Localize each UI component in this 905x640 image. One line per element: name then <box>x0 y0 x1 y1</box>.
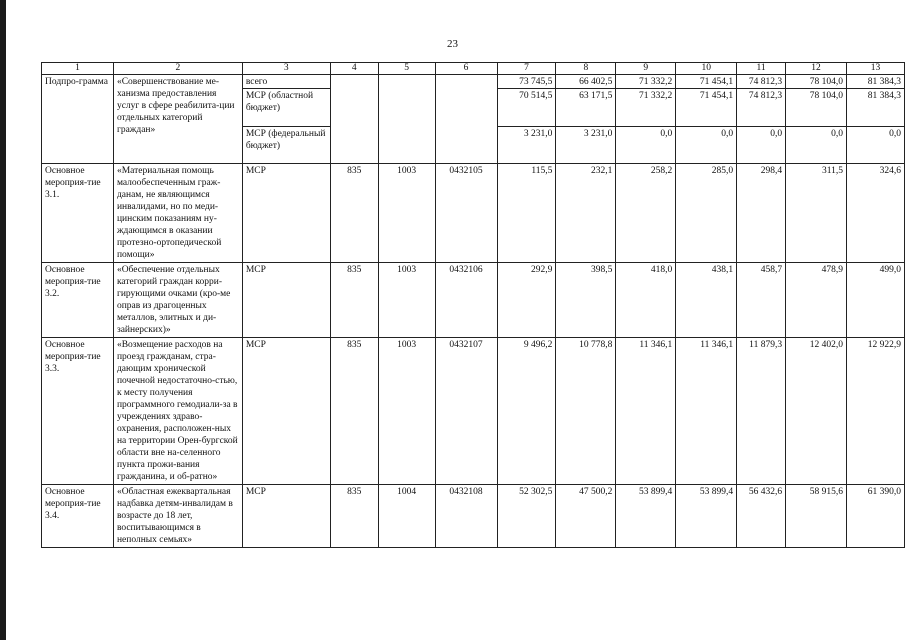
header-cell: 4 <box>330 63 378 75</box>
value-cell: 285,0 <box>676 164 737 263</box>
code-cell: 0432106 <box>435 263 497 338</box>
row-type: Подпро-грамма <box>42 75 114 164</box>
page-edge <box>0 0 6 640</box>
value-cell: 52 302,5 <box>497 485 556 548</box>
value-cell: 499,0 <box>846 263 904 338</box>
header-cell: 5 <box>378 63 435 75</box>
value-cell: 58 915,6 <box>786 485 847 548</box>
header-cell: 1 <box>42 63 114 75</box>
table-row <box>42 164 905 263</box>
value-cell <box>676 75 737 164</box>
row-name: «Возмещение расходов на проезд гражданам, стра-дающим хронической почечной недостаточно-стью, к месту получения программного гемодиали-за в учреждениях здраво-охранения, расположен-ных на территории Орен-бургской области вне на-селенного пункта прожи-вания гражданина, и об-ратно» <box>113 338 242 485</box>
source-cell <box>242 75 330 164</box>
row-source: МСР <box>242 164 330 263</box>
value: 78 104,0 <box>786 75 846 89</box>
row-source: МСР <box>242 338 330 485</box>
value: 74 812,3 <box>737 89 785 127</box>
value: 81 384,3 <box>847 75 904 89</box>
row-type: Основное мероприя-тие 3.3. <box>42 338 114 485</box>
value-cell: 311,5 <box>786 164 847 263</box>
header-cell: 7 <box>497 63 556 75</box>
value: 0,0 <box>721 129 734 139</box>
value: 73 745,5 <box>498 75 556 89</box>
source-line: всего <box>243 75 330 89</box>
value: 71 454,1 <box>676 89 736 127</box>
value-cell: 398,5 <box>556 263 616 338</box>
header-row <box>42 63 905 75</box>
value-cell: 53 899,4 <box>616 485 676 548</box>
value-cell: 115,5 <box>497 164 556 263</box>
row-name: «Материальная помощь малообеспеченным граж-данам, не являющимся инвалидами, но по меди-цинским показаниям ну-ждающимся в оказании протезно-ортопедической помощи» <box>113 164 242 263</box>
value: 0,0 <box>770 129 783 139</box>
code-cell: 0432105 <box>435 164 497 263</box>
value-cell: 292,9 <box>497 263 556 338</box>
row-name: «Областная ежеквартальная надбавка детям-инвалидам в возрасте до 18 лет, воспитывающимся в неполных семьях» <box>113 485 242 548</box>
value: 71 454,1 <box>676 75 736 89</box>
code-cell: 1004 <box>378 485 435 548</box>
code-cell: 835 <box>330 263 378 338</box>
value-cell: 232,1 <box>556 164 616 263</box>
row-type: Основное мероприя-тие 3.1. <box>42 164 114 263</box>
value-cell <box>846 75 904 164</box>
value-cell: 56 432,6 <box>737 485 786 548</box>
value-cell: 53 899,4 <box>676 485 737 548</box>
value-cell: 12 402,0 <box>786 338 847 485</box>
code-cell: 0432108 <box>435 485 497 548</box>
value-cell: 438,1 <box>676 263 737 338</box>
value-cell: 258,2 <box>616 164 676 263</box>
header-cell: 6 <box>435 63 497 75</box>
value-cell: 10 778,8 <box>556 338 616 485</box>
header-cell: 3 <box>242 63 330 75</box>
value: 0,0 <box>660 129 673 139</box>
value-cell: 458,7 <box>737 263 786 338</box>
value-cell: 11 879,3 <box>737 338 786 485</box>
code-cell: 835 <box>330 485 378 548</box>
value-cell: 324,6 <box>846 164 904 263</box>
value: 63 171,5 <box>556 89 615 127</box>
code-cell: 1003 <box>378 338 435 485</box>
value-cell: 11 346,1 <box>676 338 737 485</box>
header-cell: 2 <box>113 63 242 75</box>
code-cell: 835 <box>330 164 378 263</box>
row-name: «Совершенствование ме-ханизма предоставления услуг в сфере реабилита-ции отдельных категорий граждан» <box>113 75 242 164</box>
header-cell: 10 <box>676 63 737 75</box>
value-cell: 12 922,9 <box>846 338 904 485</box>
table-row <box>42 338 905 485</box>
value: 0,0 <box>889 129 901 139</box>
value: 81 384,3 <box>847 89 904 127</box>
page-number: 23 <box>447 38 458 50</box>
value: 71 332,2 <box>616 75 675 89</box>
table-row <box>42 263 905 338</box>
source-line: МСР (областной бюджет) <box>243 89 330 127</box>
value: 70 514,5 <box>498 89 556 127</box>
value: 78 104,0 <box>786 89 846 127</box>
row-name: «Обеспечение отдельных категорий граждан корри-гирующими очками (кро-ме оправ из драгоценных металлов, элитных и ди-зайнерских)» <box>113 263 242 338</box>
row-type: Основное мероприя-тие 3.2. <box>42 263 114 338</box>
code-cell: 0432107 <box>435 338 497 485</box>
value: 66 402,5 <box>556 75 615 89</box>
value-cell: 11 346,1 <box>616 338 676 485</box>
empty-cell <box>435 75 497 164</box>
value-cell: 298,4 <box>737 164 786 263</box>
header-cell: 13 <box>846 63 904 75</box>
value-cell: 418,0 <box>616 263 676 338</box>
empty-cell <box>330 75 378 164</box>
row-source: МСР <box>242 485 330 548</box>
code-cell: 1003 <box>378 164 435 263</box>
empty-cell <box>378 75 435 164</box>
value-cell: 478,9 <box>786 263 847 338</box>
value: 3 231,0 <box>583 129 613 139</box>
value-cell <box>556 75 616 164</box>
table-row <box>42 485 905 548</box>
budget-table <box>41 62 905 548</box>
value-cell <box>737 75 786 164</box>
value-cell: 61 390,0 <box>846 485 904 548</box>
subprogram-row <box>42 75 905 164</box>
value-cell: 47 500,2 <box>556 485 616 548</box>
row-type: Основное мероприя-тие 3.4. <box>42 485 114 548</box>
value: 3 231,0 <box>523 129 553 139</box>
value-cell: 9 496,2 <box>497 338 556 485</box>
source-line: МСР (федеральный бюджет) <box>245 129 326 151</box>
header-cell: 12 <box>786 63 847 75</box>
code-cell: 1003 <box>378 263 435 338</box>
row-source: МСР <box>242 263 330 338</box>
header-cell: 9 <box>616 63 676 75</box>
value-cell <box>786 75 847 164</box>
code-cell: 835 <box>330 338 378 485</box>
value-cell <box>497 75 556 164</box>
value: 74 812,3 <box>737 75 785 89</box>
header-cell: 11 <box>737 63 786 75</box>
value: 71 332,2 <box>616 89 675 127</box>
header-cell: 8 <box>556 63 616 75</box>
value: 0,0 <box>831 129 843 139</box>
value-cell <box>616 75 676 164</box>
